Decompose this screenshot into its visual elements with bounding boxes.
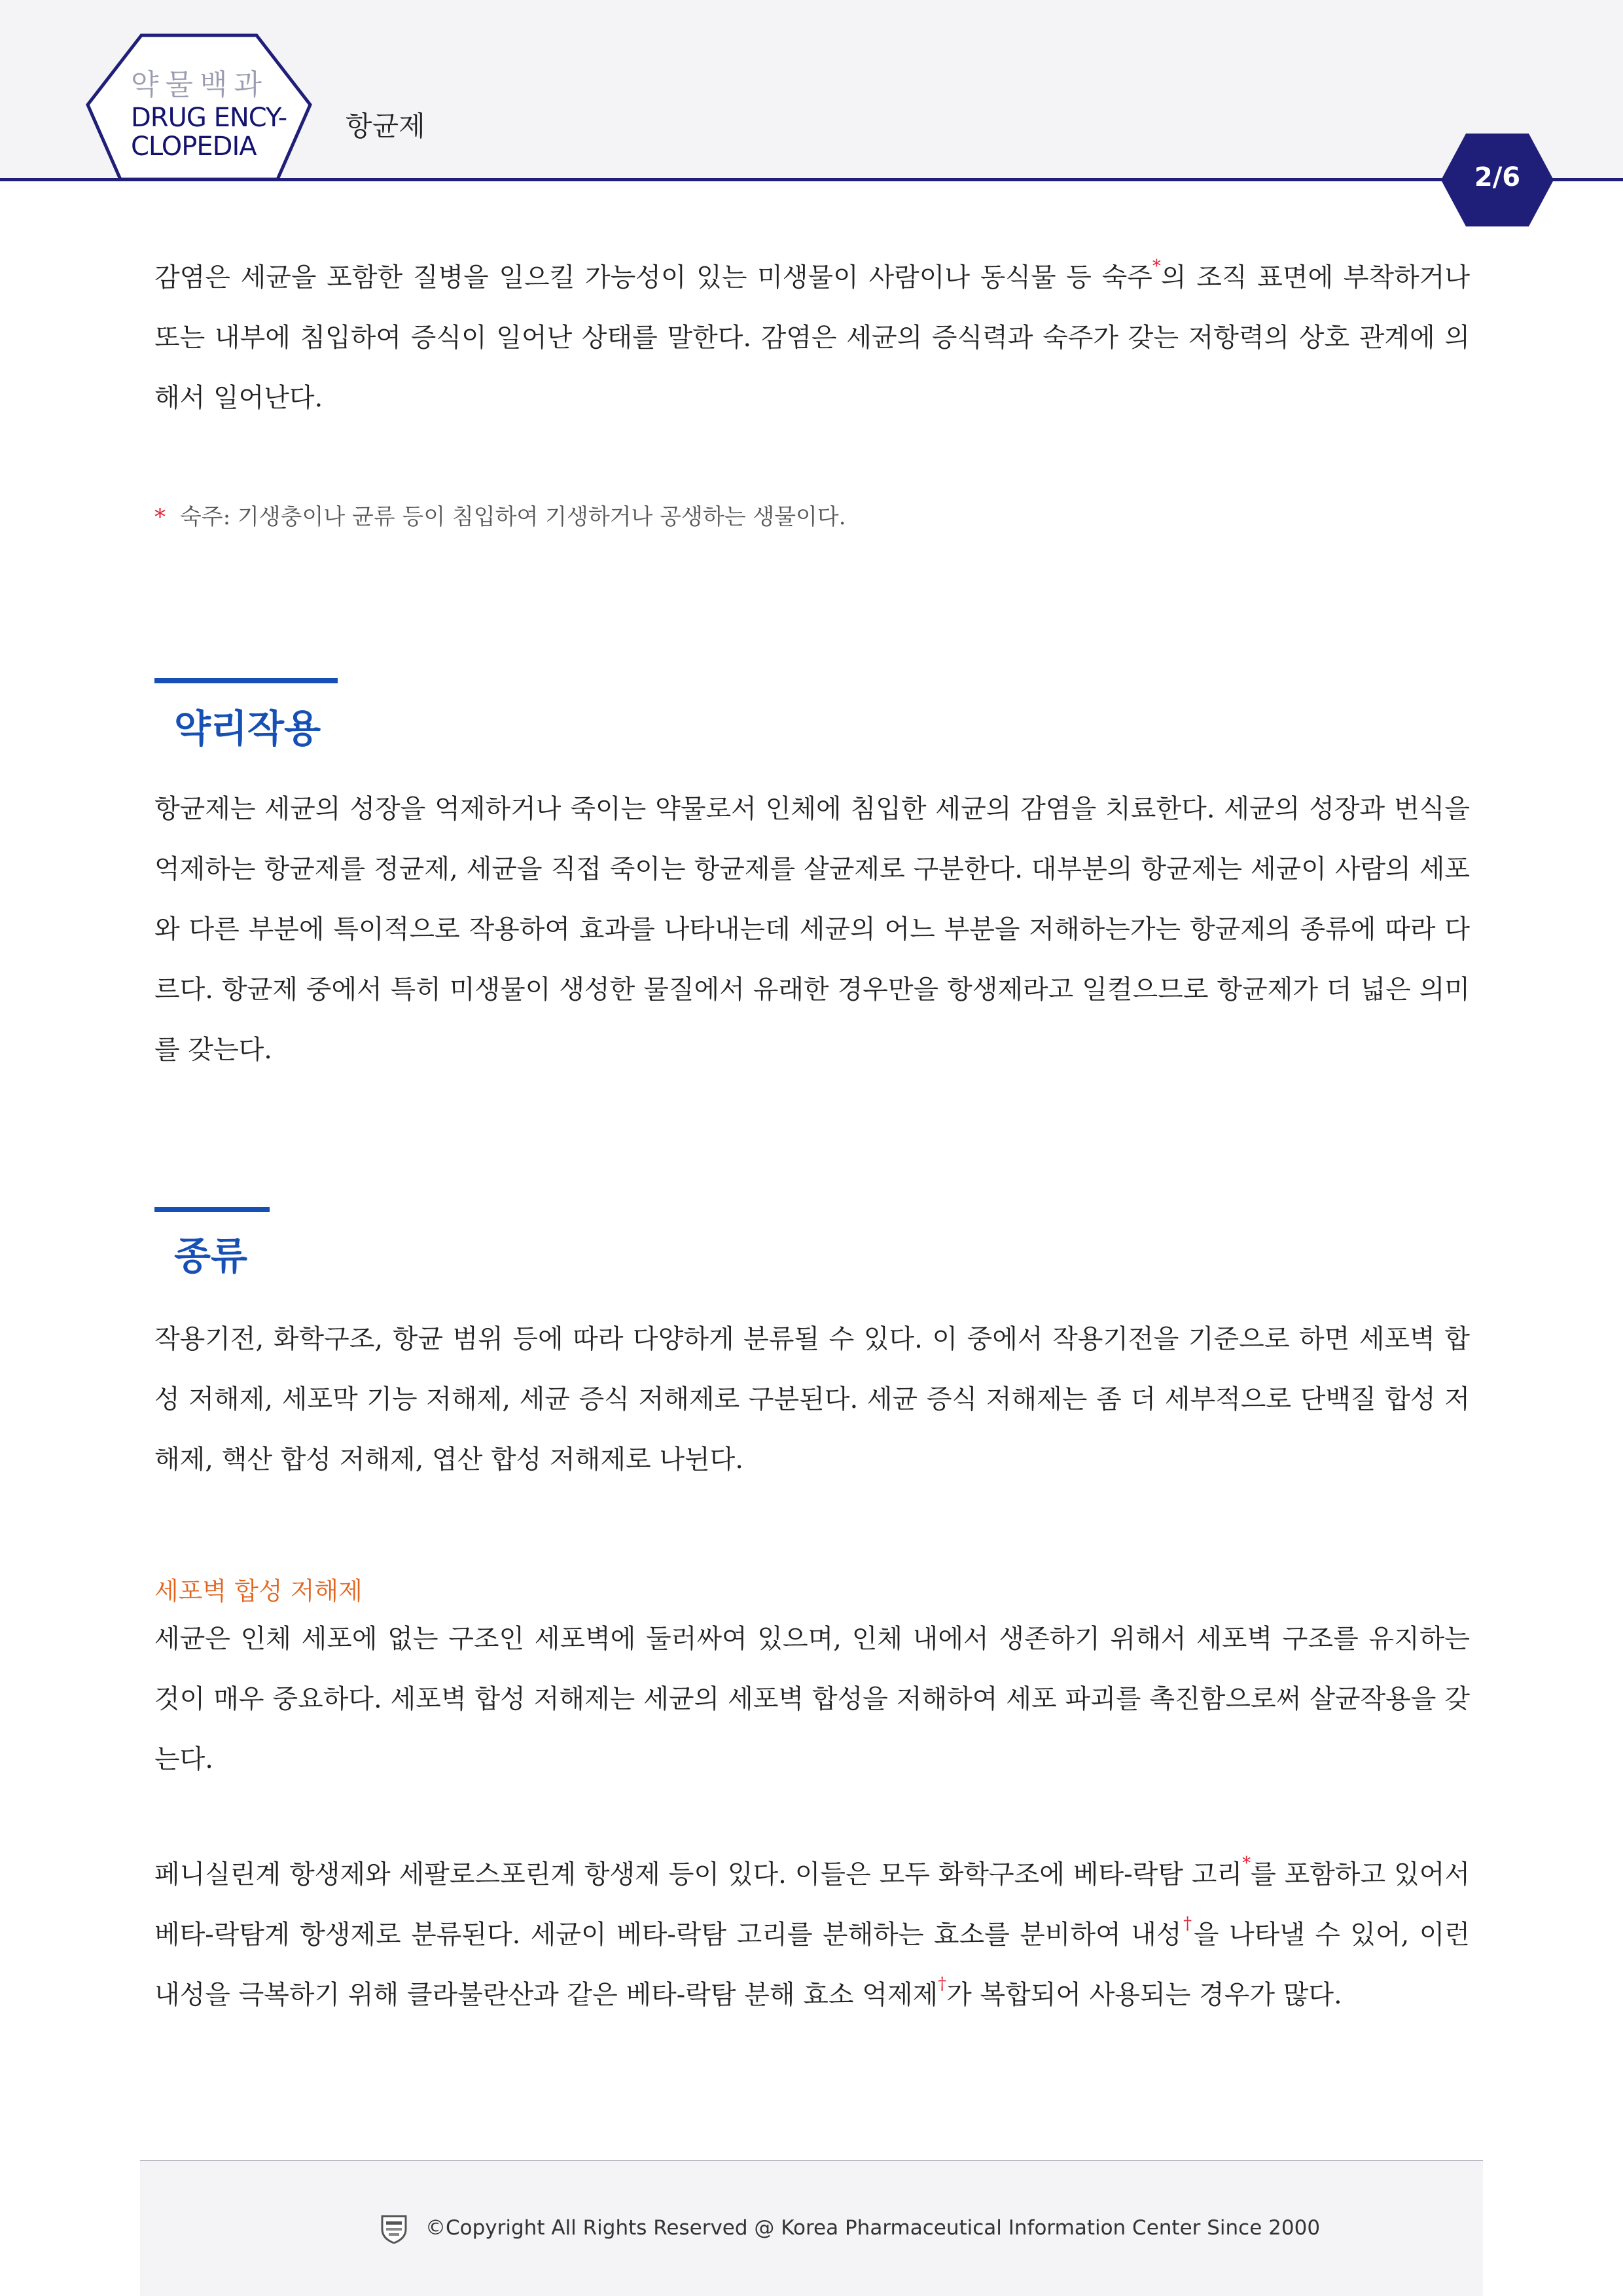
shield-emblem-icon bbox=[381, 2214, 407, 2244]
section-bar bbox=[154, 1207, 270, 1212]
cell-wall-text-c: 을 나타낼 수 있어, 이런 내성을 극복하기 위해 클라불란산과 같은 베타-락탐 분해 효소 억제제 bbox=[154, 1920, 1471, 2010]
pharmacology-paragraph: 항균제는 세균의 성장을 억제하거나 죽이는 약물로서 인체에 침입한 세균의 감염을 치료한다. 세균의 성장과 번식을 억제하는 항균제를 정균제, 세균을 직접 죽이는 항균제를 살균제로 구분한다. 대부분의 항균제는 세균이 사람의 세포와 다른 부분에 특이적으로 작용하여 효과를 나타내는데 세균의 어느 부분을 저해하는가는 항균제의 종류에 따라 다르다. 항균제 중에서 특히 미생물이 생성한 물질에서 유래한 경우만을 항생제라고 일컬으므로 항균제가 더 넓은 의미를 갖는다. bbox=[154, 794, 1470, 1065]
cell-wall-text-a: 페니실린계 항생제와 세팔로스포린계 항생제 등이 있다. 이들은 모두 화학구조에 베타-락탐 고리 bbox=[154, 1859, 1243, 1890]
logo-english-line2: CLOPEDIA bbox=[131, 132, 257, 162]
logo-korean: 약물백과 bbox=[131, 68, 269, 101]
section-title-pharmacology: 약리작용 bbox=[174, 706, 321, 751]
intro-text-1: 감염은 세균을 포함한 질병을 일으킬 가능성이 있는 미생물이 사람이나 동식물 등 숙주 bbox=[154, 262, 1152, 293]
cell-wall-text-d: 가 복합되어 사용되는 경우가 많다. bbox=[946, 1980, 1342, 2010]
subsection-title-cell-wall: 세포벽 합성 저해제 bbox=[154, 1577, 363, 1605]
section-bar bbox=[154, 678, 338, 683]
logo-english-line1: DRUG ENCY- bbox=[131, 103, 287, 133]
intro-text-2: 의 조직 표면에 부착하거나 또는 내부에 침입하여 증식이 일어난 상태를 말한다. 감염은 세균의 증식력과 숙주가 갖는 저항력의 상호 관계에 의해서 일어난다. bbox=[154, 262, 1470, 413]
footnote-mark: * bbox=[1152, 257, 1161, 276]
types-paragraph: 작용기전, 화학구조, 항균 범위 등에 따라 다양하게 분류될 수 있다. 이 중에서 작용기전을 기준으로 하면 세포벽 합성 저해제, 세포막 기능 저해제, 세균 증식 저해제로 구분된다. 세균 증식 저해제는 좀 더 세부적으로 단백질 합성 저해제, 핵산 합성 저해제, 엽산 합성 저해제로 나뉜다. bbox=[154, 1324, 1470, 1475]
footer-copyright: ©Copyright All Rights Reserved @ Korea Pharmaceutical Information Center Since 2000 bbox=[425, 2216, 1321, 2240]
cell-wall-paragraph-1: 세균은 인체 세포에 없는 구조인 세포벽에 둘러싸여 있으며, 인체 내에서 생존하기 위해서 세포벽 구조를 유지하는 것이 매우 중요하다. 세포벽 합성 저해제는 세균의 세포벽 합성을 저해하여 세포 파괴를 촉진함으로써 살균작용을 갖는다. bbox=[154, 1624, 1470, 1774]
footnote-mark: * bbox=[154, 504, 166, 530]
footnote-mark: * bbox=[1242, 1854, 1251, 1873]
cell-wall-paragraph-2 bbox=[154, 1844, 1470, 2025]
footnote-mark: † bbox=[938, 1974, 947, 1994]
footnote bbox=[154, 499, 846, 531]
document-title: 항균제 bbox=[346, 110, 425, 142]
cell-wall-text-b: 를 포함하고 있어서 베타-락탐계 항생제로 분류된다. 세균이 베타-락탐 고리를 분해하는 효소를 분비하여 내성 bbox=[154, 1859, 1470, 1950]
footnote-text: 숙주: 기생충이나 균류 등이 침입하여 기생하거나 공생하는 생물이다. bbox=[180, 504, 846, 530]
section-title-types: 종류 bbox=[174, 1234, 248, 1278]
logo bbox=[131, 67, 308, 161]
page-indicator: 2/6 bbox=[1474, 162, 1521, 192]
footnote-mark: † bbox=[1181, 1914, 1194, 1933]
intro-paragraph bbox=[154, 247, 1470, 428]
